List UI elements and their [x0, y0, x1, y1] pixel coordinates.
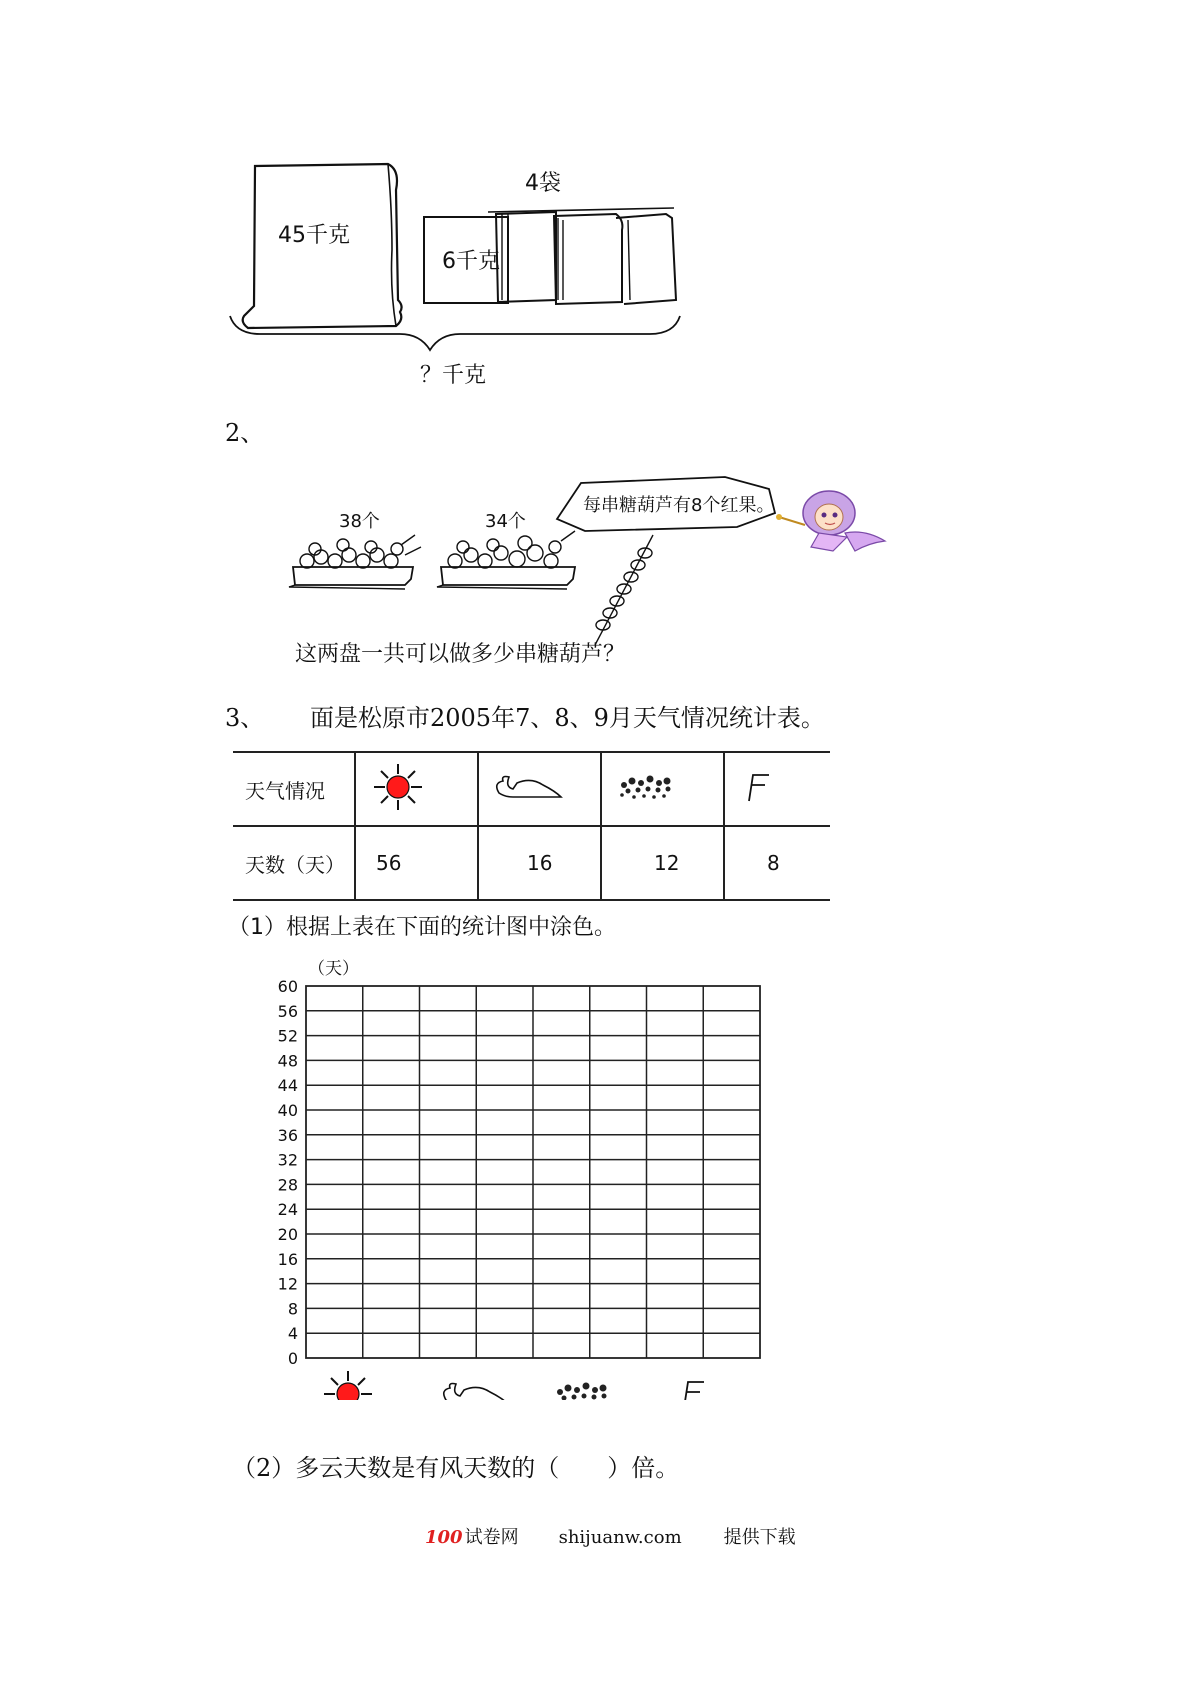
plate-2-label: 34个 [485, 511, 526, 532]
plate-2 [441, 567, 575, 585]
sub-question-2: （2）多云天数是有风天数的（ ）倍。 [232, 1454, 680, 1482]
big-bag-label: 45千克 [278, 223, 350, 248]
cloud-icon [444, 1384, 508, 1401]
rain-icon [556, 1383, 606, 1401]
y-tick-label: 8 [287, 1299, 298, 1319]
y-tick-label: 56 [277, 1001, 298, 1021]
y-tick-label: 20 [277, 1225, 298, 1244]
chart-grid [306, 986, 760, 1358]
y-tick-label: 24 [277, 1200, 298, 1220]
speech-text: 每串糖葫芦有8个红果。 [583, 495, 775, 516]
small-bag-3 [554, 214, 622, 304]
y-tick-label: 48 [277, 1051, 298, 1071]
table-cell-wind [724, 752, 830, 826]
total-brace [230, 316, 680, 350]
problem-3-number: 3、 [225, 704, 265, 732]
footer [425, 1523, 796, 1549]
wind-icon [737, 767, 777, 807]
y-tick-label: 0 [287, 1349, 298, 1368]
table-value-sun: 56 [355, 826, 478, 900]
small-bag-4 [616, 214, 676, 304]
footer-site-name: 试卷网 [464, 1527, 519, 1548]
wind-icon [684, 1382, 704, 1400]
weather-table [233, 751, 830, 901]
problem-2-question: 这两盘一共可以做多少串糖葫芦？ [295, 642, 626, 667]
y-tick-label: 52 [277, 1026, 298, 1046]
plate-2-fruits [448, 531, 575, 568]
footer-url[interactable]: shijuanw.com [558, 1527, 682, 1548]
y-tick-label: 4 [287, 1324, 298, 1344]
sub-question-1: （1）根据上表在下面的统计图中涂色。 [228, 915, 616, 940]
table-cell-sun [355, 752, 478, 826]
table-header-weather: 天气情况 [233, 752, 355, 826]
plate-1-label: 38个 [339, 511, 380, 532]
problem-2-number: 2、 [225, 419, 265, 447]
y-tick-label: 16 [277, 1249, 298, 1269]
footer-logo: 100 [425, 1527, 463, 1548]
chart-y-ticks [278, 977, 298, 1368]
y-tick-label: 36 [277, 1125, 298, 1145]
sun-icon [324, 1371, 372, 1400]
y-tick-label: 12 [277, 1274, 298, 1294]
plate-1-fruits [300, 535, 421, 568]
y-tick-label: 40 [277, 1101, 298, 1120]
rain-icon [614, 767, 678, 807]
chart-categories [324, 1371, 704, 1400]
plate-1 [293, 567, 413, 585]
table-cell-rain [601, 752, 724, 826]
weather-bar-chart[interactable] [260, 950, 780, 1400]
cloud-icon [491, 767, 567, 807]
footer-tagline: 提供下载 [723, 1527, 796, 1548]
sun-icon [368, 762, 428, 812]
chart-y-unit: （天） [308, 959, 359, 979]
table-value-wind: 8 [724, 826, 830, 900]
small-bag-2 [496, 212, 556, 302]
small-bag-label: 6千克 [442, 249, 500, 274]
table-value-rain: 12 [601, 826, 724, 900]
table-header-days: 天数（天） [233, 826, 355, 900]
problem-3-intro: 面是松原市2005年7、8、9月天气情况统计表。 [310, 704, 825, 732]
table-value-cloud: 16 [478, 826, 601, 900]
bag-diagram [220, 150, 700, 400]
table-cell-cloud [478, 752, 601, 826]
total-label: ？千克 [420, 363, 487, 388]
bags-count-label: 4袋 [525, 171, 561, 196]
skewer [595, 535, 653, 645]
fairy-icon [776, 491, 885, 551]
y-tick-label: 44 [277, 1076, 298, 1096]
y-tick-label: 32 [277, 1150, 298, 1170]
y-tick-label: 28 [277, 1175, 298, 1195]
y-tick-label: 60 [277, 977, 298, 996]
